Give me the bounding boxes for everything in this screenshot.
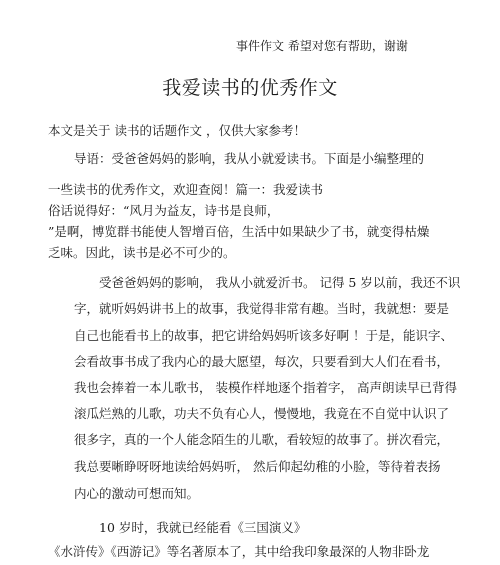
page-title: 我爱读书的优秀作文 bbox=[162, 77, 338, 99]
paragraph-line: 自己也能看书上的故事，把它讲给妈妈听该多好啊 ！于是，能识字、 bbox=[74, 328, 453, 343]
paragraph-line: 10 岁时，我就已经能看《三国演义》 bbox=[99, 520, 307, 535]
paragraph-line: 一些读书的优秀作文，欢迎查阅！篇一：我爱读书 bbox=[48, 182, 324, 197]
paragraph-line: 导语：受爸爸妈妈的影响，我从小就爱读书。下面是小编整理的 bbox=[74, 151, 425, 166]
paragraph-line: 会看故事书成了我内心的最大愿望，每次，只要看到大人们在看书， bbox=[74, 354, 450, 369]
paragraph-line: 俗话说得好：“风月为益友，诗书是良师， bbox=[48, 203, 280, 218]
paragraph-line: 滚瓜烂熟的儿歌，功夫不负有心人，慢慢地，我竟在不自觉中认识了 bbox=[74, 406, 450, 421]
paragraph-line: 我也会捧着一本儿歌书， 装模作样地逐个指着字， 高声朗读早已背得 bbox=[74, 380, 457, 395]
paragraph-line: ”是啊，博览群书能使人智增百倍，生活中如果缺少了书，就变得枯燥 bbox=[48, 224, 430, 239]
paragraph-line: 字，就听妈妈讲书上的故事，我觉得非常有趣。当时，我就想：要是 bbox=[74, 301, 450, 316]
paragraph-line: 《水浒传》《西游记》等名著原本了，其中给我印象最深的人物非卧龙 bbox=[48, 544, 430, 559]
paragraph-line: 我总要晰睁呀呀地读给妈妈听， 然后仰起幼稚的小脸，等待着表扬 bbox=[74, 459, 441, 474]
paragraph-line: 乏味。因此，读书是必不可少的。 bbox=[48, 245, 236, 260]
paragraph-line: 内心的激动可想而知。 bbox=[74, 486, 200, 501]
paragraph-line: 受爸爸妈妈的影响， 我从小就爱沂书。 记得 5 岁以前，我还不识 bbox=[99, 275, 461, 290]
header-note: 事件作文 希望对您有帮助，谢谢 bbox=[236, 39, 408, 53]
intro-line: 本文是关于 读书的话题作文 ，仅供大家参考！ bbox=[48, 123, 306, 138]
paragraph-line: 很多字，真的一个人能念陌生的儿歌，看较短的故事了。拼次看完， bbox=[74, 432, 450, 447]
